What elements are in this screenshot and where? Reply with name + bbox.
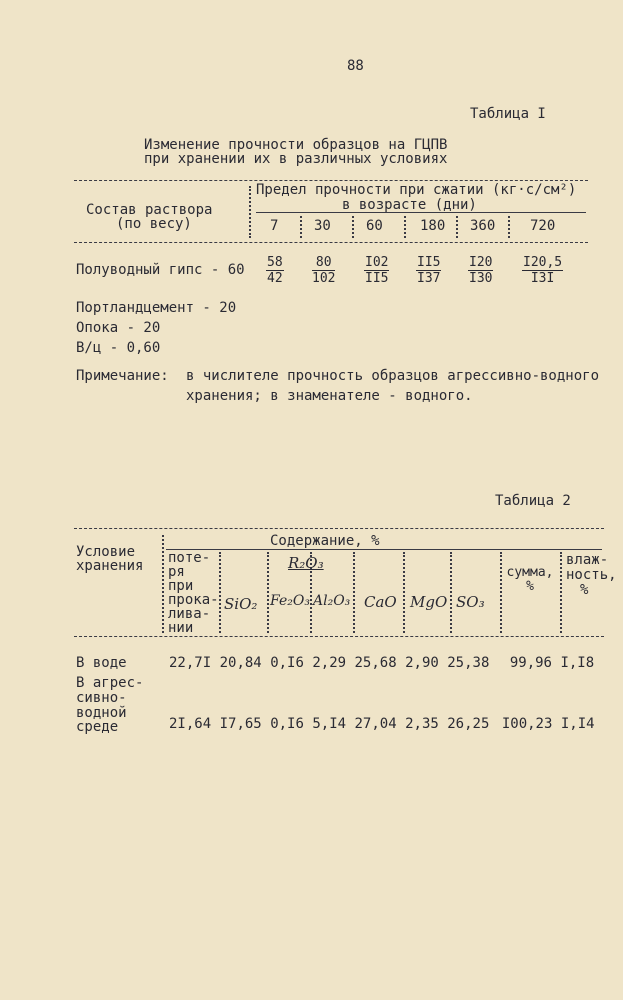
page-number: 88 bbox=[347, 58, 364, 74]
table2-cell: 5,I4 bbox=[312, 716, 347, 732]
table2-row1-label: В воде bbox=[76, 655, 127, 671]
table2-cell: 26,25 bbox=[447, 716, 490, 732]
table2-separator-4 bbox=[353, 552, 355, 633]
table2-cell: I,I8 bbox=[560, 655, 595, 671]
table1-value-60 bbox=[364, 255, 389, 286]
table2-separator-2 bbox=[267, 552, 269, 633]
table1-value-7 bbox=[266, 255, 284, 286]
table2-loss-head-2: ря bbox=[168, 564, 185, 580]
table1-separator-4 bbox=[456, 216, 458, 238]
numerator: 80 bbox=[312, 255, 335, 271]
table2-oxide-al2o3: Al₂O₃ bbox=[313, 593, 351, 609]
table2-sum-head: сумма, % bbox=[506, 565, 554, 594]
table2-cond-head-1: Условие bbox=[76, 544, 136, 560]
table2-moist-head-1: влаж- bbox=[566, 552, 609, 568]
numerator: I20,5 bbox=[523, 255, 563, 270]
table1-age-360: 360 bbox=[470, 218, 496, 234]
table2-cell: 22,7I bbox=[169, 655, 212, 671]
denominator: II5 bbox=[365, 271, 389, 286]
table1-separator-2 bbox=[352, 216, 354, 238]
numerator: I02 bbox=[365, 255, 389, 270]
table1-header-rule bbox=[74, 242, 588, 243]
table2-cell: 2,29 bbox=[312, 655, 347, 671]
numerator: 58 bbox=[267, 255, 283, 270]
table2-oxide-sio2: SiO₂ bbox=[224, 595, 258, 613]
table1-title-line2: при хранении их в различных условиях bbox=[144, 151, 448, 167]
table1-separator-3 bbox=[404, 216, 406, 238]
table1-age-7: 7 bbox=[270, 218, 279, 234]
table1-extra-line-1: Портландцемент - 20 bbox=[76, 300, 237, 316]
table1-age-head: в возрасте (дни) bbox=[342, 197, 477, 213]
table2-cell: 2,90 bbox=[405, 655, 439, 671]
table2-moist-head-2: ность, bbox=[566, 567, 617, 583]
denominator: 102 bbox=[312, 271, 336, 286]
table1-separator-5 bbox=[508, 216, 510, 238]
table2-loss-head-4: прока- bbox=[168, 592, 219, 608]
table2-cell: I7,65 bbox=[219, 716, 262, 732]
table1-title-line1: Изменение прочности образцов на ГЦПВ bbox=[144, 137, 448, 153]
table1-extra-line-3: В/ц - 0,60 bbox=[76, 340, 161, 356]
table2-row2-label-3: водной bbox=[76, 705, 127, 721]
table2-cond-head-2: хранения bbox=[76, 558, 144, 574]
table2-cell: I,I4 bbox=[560, 716, 595, 732]
table1-note-label: Примечание: bbox=[76, 368, 169, 384]
table2-label: Таблица 2 bbox=[495, 493, 571, 509]
table1-note-line2: хранения; в знаменателе - водного. bbox=[186, 388, 473, 404]
table1-label: Таблица I bbox=[470, 106, 546, 122]
table2-separator-main bbox=[162, 535, 164, 633]
table1-separator-1 bbox=[300, 216, 302, 238]
table2-top-rule bbox=[74, 528, 604, 529]
table2-loss-head-1: поте- bbox=[168, 550, 211, 566]
denominator: I3I bbox=[530, 271, 555, 286]
table2-oxide-mgo: MgO bbox=[410, 593, 448, 611]
table1-value-30 bbox=[312, 255, 335, 286]
table1-value-720 bbox=[522, 255, 563, 286]
table2-separator-1 bbox=[219, 552, 221, 633]
table2-oxide-cao: CaO bbox=[364, 593, 397, 611]
table2-row2-label-4: среде bbox=[76, 719, 119, 735]
table2-cell: 20,84 bbox=[219, 655, 262, 671]
table2-separator-6 bbox=[450, 552, 452, 633]
denominator: I30 bbox=[469, 271, 493, 286]
table1-top-rule bbox=[74, 180, 588, 181]
table2-cell: 2I,64 bbox=[169, 716, 212, 732]
table2-moist-head-3: % bbox=[580, 582, 589, 598]
table1-separator-main bbox=[249, 186, 251, 238]
denominator: I37 bbox=[417, 271, 441, 286]
table1-note-line1: в числителе прочность образцов агрессивно-водного bbox=[186, 368, 600, 384]
table2-cell: I00,23 bbox=[501, 716, 553, 732]
numerator: II5 bbox=[417, 255, 441, 270]
table2-separator-8 bbox=[560, 552, 562, 633]
table1-age-30: 30 bbox=[314, 218, 331, 234]
table1-extra-line-2: Опока - 20 bbox=[76, 320, 161, 336]
table2-row2-values bbox=[169, 716, 595, 732]
table2-cell: 0,I6 bbox=[270, 716, 304, 732]
table2-oxide-fe2o3: Fe₂O₃ bbox=[270, 593, 310, 609]
table2-content-underline bbox=[166, 549, 602, 550]
table2-row2-label-2: сивно- bbox=[76, 690, 127, 706]
table1-age-60: 60 bbox=[366, 218, 383, 234]
table2-header-rule bbox=[74, 636, 604, 637]
table1-age-180: 180 bbox=[420, 218, 446, 234]
table1-value-360 bbox=[468, 255, 493, 286]
table1-value-180 bbox=[416, 255, 441, 286]
table2-row1-values bbox=[169, 655, 594, 671]
table2-cell: 99,96 bbox=[509, 655, 552, 671]
table2-content-head: Содержание, % bbox=[270, 533, 380, 549]
table2-cell: 2,35 bbox=[405, 716, 439, 732]
table1-strength-head: Предел прочности при сжатии (кг·с/см²) bbox=[256, 182, 577, 198]
table2-row2-label-1: В агрес- bbox=[76, 675, 144, 691]
table2-cell: 25,38 bbox=[447, 655, 490, 671]
table1-age-720: 720 bbox=[530, 218, 556, 234]
table2-cell: 0,I6 bbox=[270, 655, 304, 671]
table2-r2o3-head: R₂O₃ bbox=[288, 554, 324, 572]
table2-loss-head-3: при bbox=[168, 578, 194, 594]
table2-loss-head-5: лива- bbox=[168, 606, 211, 622]
table1-col-head-1: Состав раствора bbox=[86, 202, 213, 218]
table2-oxide-so3: SO₃ bbox=[456, 593, 485, 611]
table2-separator-5 bbox=[403, 552, 405, 633]
denominator: 42 bbox=[267, 271, 283, 286]
table1-row-label: Полуводный гипс - 60 bbox=[76, 262, 245, 278]
table1-age-underline bbox=[256, 212, 586, 213]
numerator: I20 bbox=[469, 255, 493, 270]
table2-cell: 27,04 bbox=[354, 716, 397, 732]
table2-loss-head-6: нии bbox=[168, 620, 194, 636]
table1-col-head-2: (по весу) bbox=[116, 216, 192, 232]
table2-cell: 25,68 bbox=[354, 655, 397, 671]
